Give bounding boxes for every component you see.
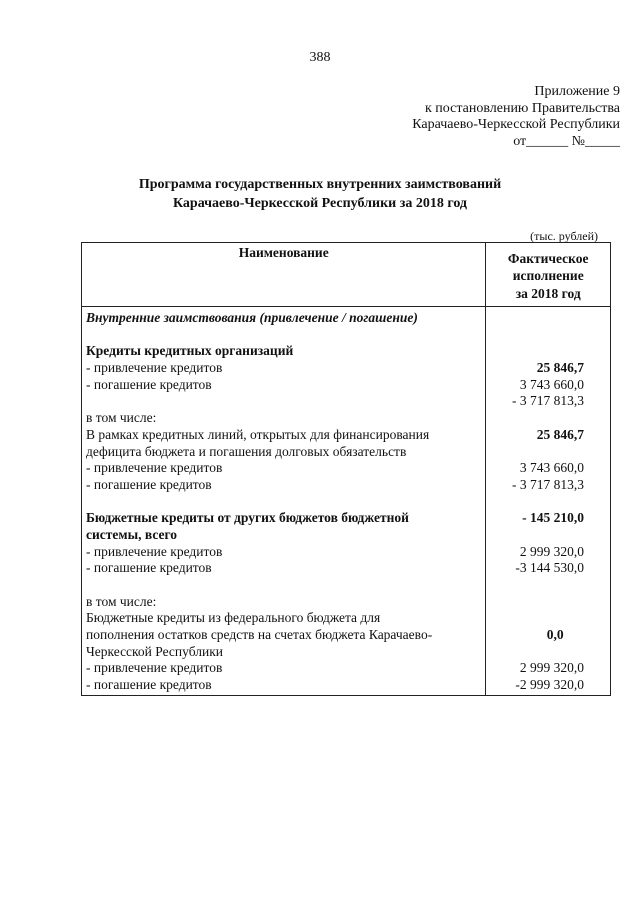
credit-orgs-repay: - 3 717 813,3 [512,393,584,409]
section-title: Внутренние заимствования (привлечение / погашение) [86,310,418,325]
annex-line-2: к постановлению Правительства [424,100,620,116]
header-value-line-1: Фактическое [507,251,589,266]
credit-orgs-title: Кредиты кредитных организаций [86,343,294,359]
credit-lines-raise-label: - привлечение кредитов [86,460,223,476]
budget-credits-total: - 145 210,0 [522,510,584,526]
table-header-row [82,243,611,307]
title-line-1: Программа государственных внутренних заимствований [138,177,502,192]
annex-line-4: от______ №_____ [513,133,620,149]
annex-line-1: Приложение 9 [534,84,620,99]
federal-including: в том числе: [86,593,157,609]
annex-line-3: Карачаево-Черкесской Республики [412,117,620,132]
federal-raise: 2 999 320,0 [519,660,584,676]
credit-lines-total: 25 846,7 [536,426,584,442]
values-column [486,307,611,696]
page-number: 388 [309,50,331,65]
credit-lines-repay: - 3 717 813,3 [512,476,584,492]
document-title [0,175,640,213]
credit-orgs-total: 25 846,7 [536,360,584,376]
header-value [486,243,611,307]
budget-credits-raise-label: - привлечение кредитов [86,543,223,559]
federal-desc-2: пополнения остатков средств на счетах бюджета Карачаево- [86,627,433,643]
budget-credits-repay: -3 144 530,0 [515,560,584,576]
annex-header [412,84,620,150]
federal-raise-label: - привлечение кредитов [86,660,223,676]
federal-repay: -2 999 320,0 [515,677,584,693]
title-line-2: Карачаево-Черкесской Республики за 2018 год [172,196,468,211]
header-value-line-3: за 2018 год [515,285,581,301]
header-name: Наименование [82,243,486,307]
budget-credits-repay-label: - погашение кредитов [86,560,212,576]
credit-orgs-raise: 3 743 660,0 [519,376,584,392]
credit-lines-desc-1: В рамках кредитных линий, открытых для финансирования [86,426,430,442]
credit-lines-repay-label: - погашение кредитов [86,476,212,492]
table-body-row [82,307,611,696]
units-label: (тыс. рублей) [530,229,598,243]
credit-orgs-raise-label: - привлечение кредитов [86,360,223,376]
federal-repay-label: - погашение кредитов [86,677,212,693]
federal-desc-1: Бюджетные кредиты из федерального бюджета для [86,610,381,626]
names-column [82,307,486,696]
credit-lines-desc-2: дефицита бюджета и погашения долговых обязательств [86,443,407,459]
budget-credits-raise: 2 999 320,0 [519,543,584,559]
federal-total: 0,0 [546,627,564,643]
budget-credits-title-2: системы, всего [86,526,178,542]
credit-lines-raise: 3 743 660,0 [519,460,584,476]
credit-lines-including: в том числе: [86,410,157,426]
credit-orgs-repay-label: - погашение кредитов [86,376,212,392]
header-value-line-2: исполнение [512,268,584,284]
budget-credits-title-1: Бюджетные кредиты от других бюджетов бюджетной [86,510,409,526]
borrowing-table [81,242,611,696]
federal-desc-3: Черкесской Республики [86,643,223,659]
